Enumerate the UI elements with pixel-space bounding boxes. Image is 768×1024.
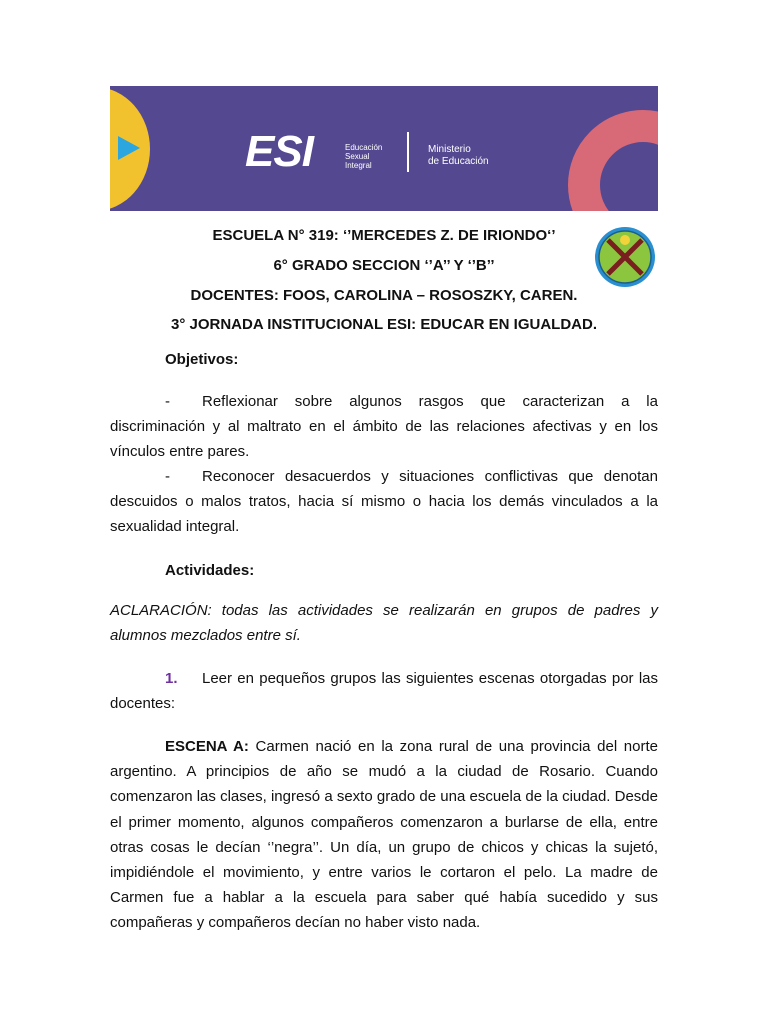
activity-step-1: [110, 666, 658, 716]
scene-a-paragraph: [110, 734, 658, 936]
activities-heading: Actividades:: [165, 562, 255, 579]
objectives-heading: Objetivos:: [165, 351, 239, 368]
esi-logo-subtitle: Educación Sexual Integral: [345, 143, 383, 170]
clarification-note: ACLARACIÓN: todas las actividades se realizarán en grupos de padres y alumnos mezclados entre sí.: [110, 602, 658, 645]
objective-item: [110, 389, 658, 465]
pink-arc-decoration: [568, 110, 658, 211]
teachers-line: DOCENTES: FOOS, CAROLINA – ROSOSZKY, CAREN.: [190, 287, 578, 304]
scene-a-text: Carmen nació en la zona rural de una provincia del norte argentino. A principios de año se mudó a la ciudad de Rosario. Cuando comenzaron las clases, ingresó a sexto grado de una escuela de la ciudad. Desde el primer momento, algunos compañeros comenzaron a burlarse de ella, entre otras cosas le decían ‘’negra’’. Un día, un grupo de chicos y chicas la sujetó, impidiéndole el movimiento, y entre varios le cortaron el pelo. La madre de Carmen fue a hablar a la escuela para saber qué había sucedido y sus compañeras y compañeros decían no haber visto nada.: [110, 738, 658, 932]
objective-text: Reflexionar sobre algunos rasgos que caracterizan a la discriminación y al maltrato en el ámbito de las relaciones afectivas y en los vínculos entre pares.: [110, 393, 658, 461]
scene-a-label: ESCENA A:: [165, 738, 249, 755]
esi-banner: [110, 86, 658, 211]
bullet-dash: -: [165, 468, 170, 485]
play-triangle-icon: [118, 136, 140, 160]
bullet-dash: -: [165, 393, 170, 410]
event-title: 3° JORNADA INSTITUCIONAL ESI: EDUCAR EN IGUALDAD.: [170, 316, 598, 333]
grade-line: 6° GRADO SECCION ‘’A’’ Y ‘’B’’: [273, 257, 495, 274]
objective-text: Reconocer desacuerdos y situaciones conflictivas que denotan descuidos o malos tratos, hacia sí mismo o hacia los demás vinculados a la sexualidad integral.: [110, 468, 658, 536]
school-title: ESCUELA N° 319: ‘’MERCEDES Z. DE IRIONDO‘’: [212, 227, 556, 244]
logo-divider: [407, 132, 409, 172]
step-number: 1.: [165, 670, 178, 687]
ministry-label: Ministerio de Educación: [428, 144, 489, 167]
esi-logo: ESI: [245, 127, 313, 176]
objective-item: [110, 464, 658, 540]
step-text: Leer en pequeños grupos las siguientes escenas otorgadas por las docentes:: [110, 670, 658, 713]
